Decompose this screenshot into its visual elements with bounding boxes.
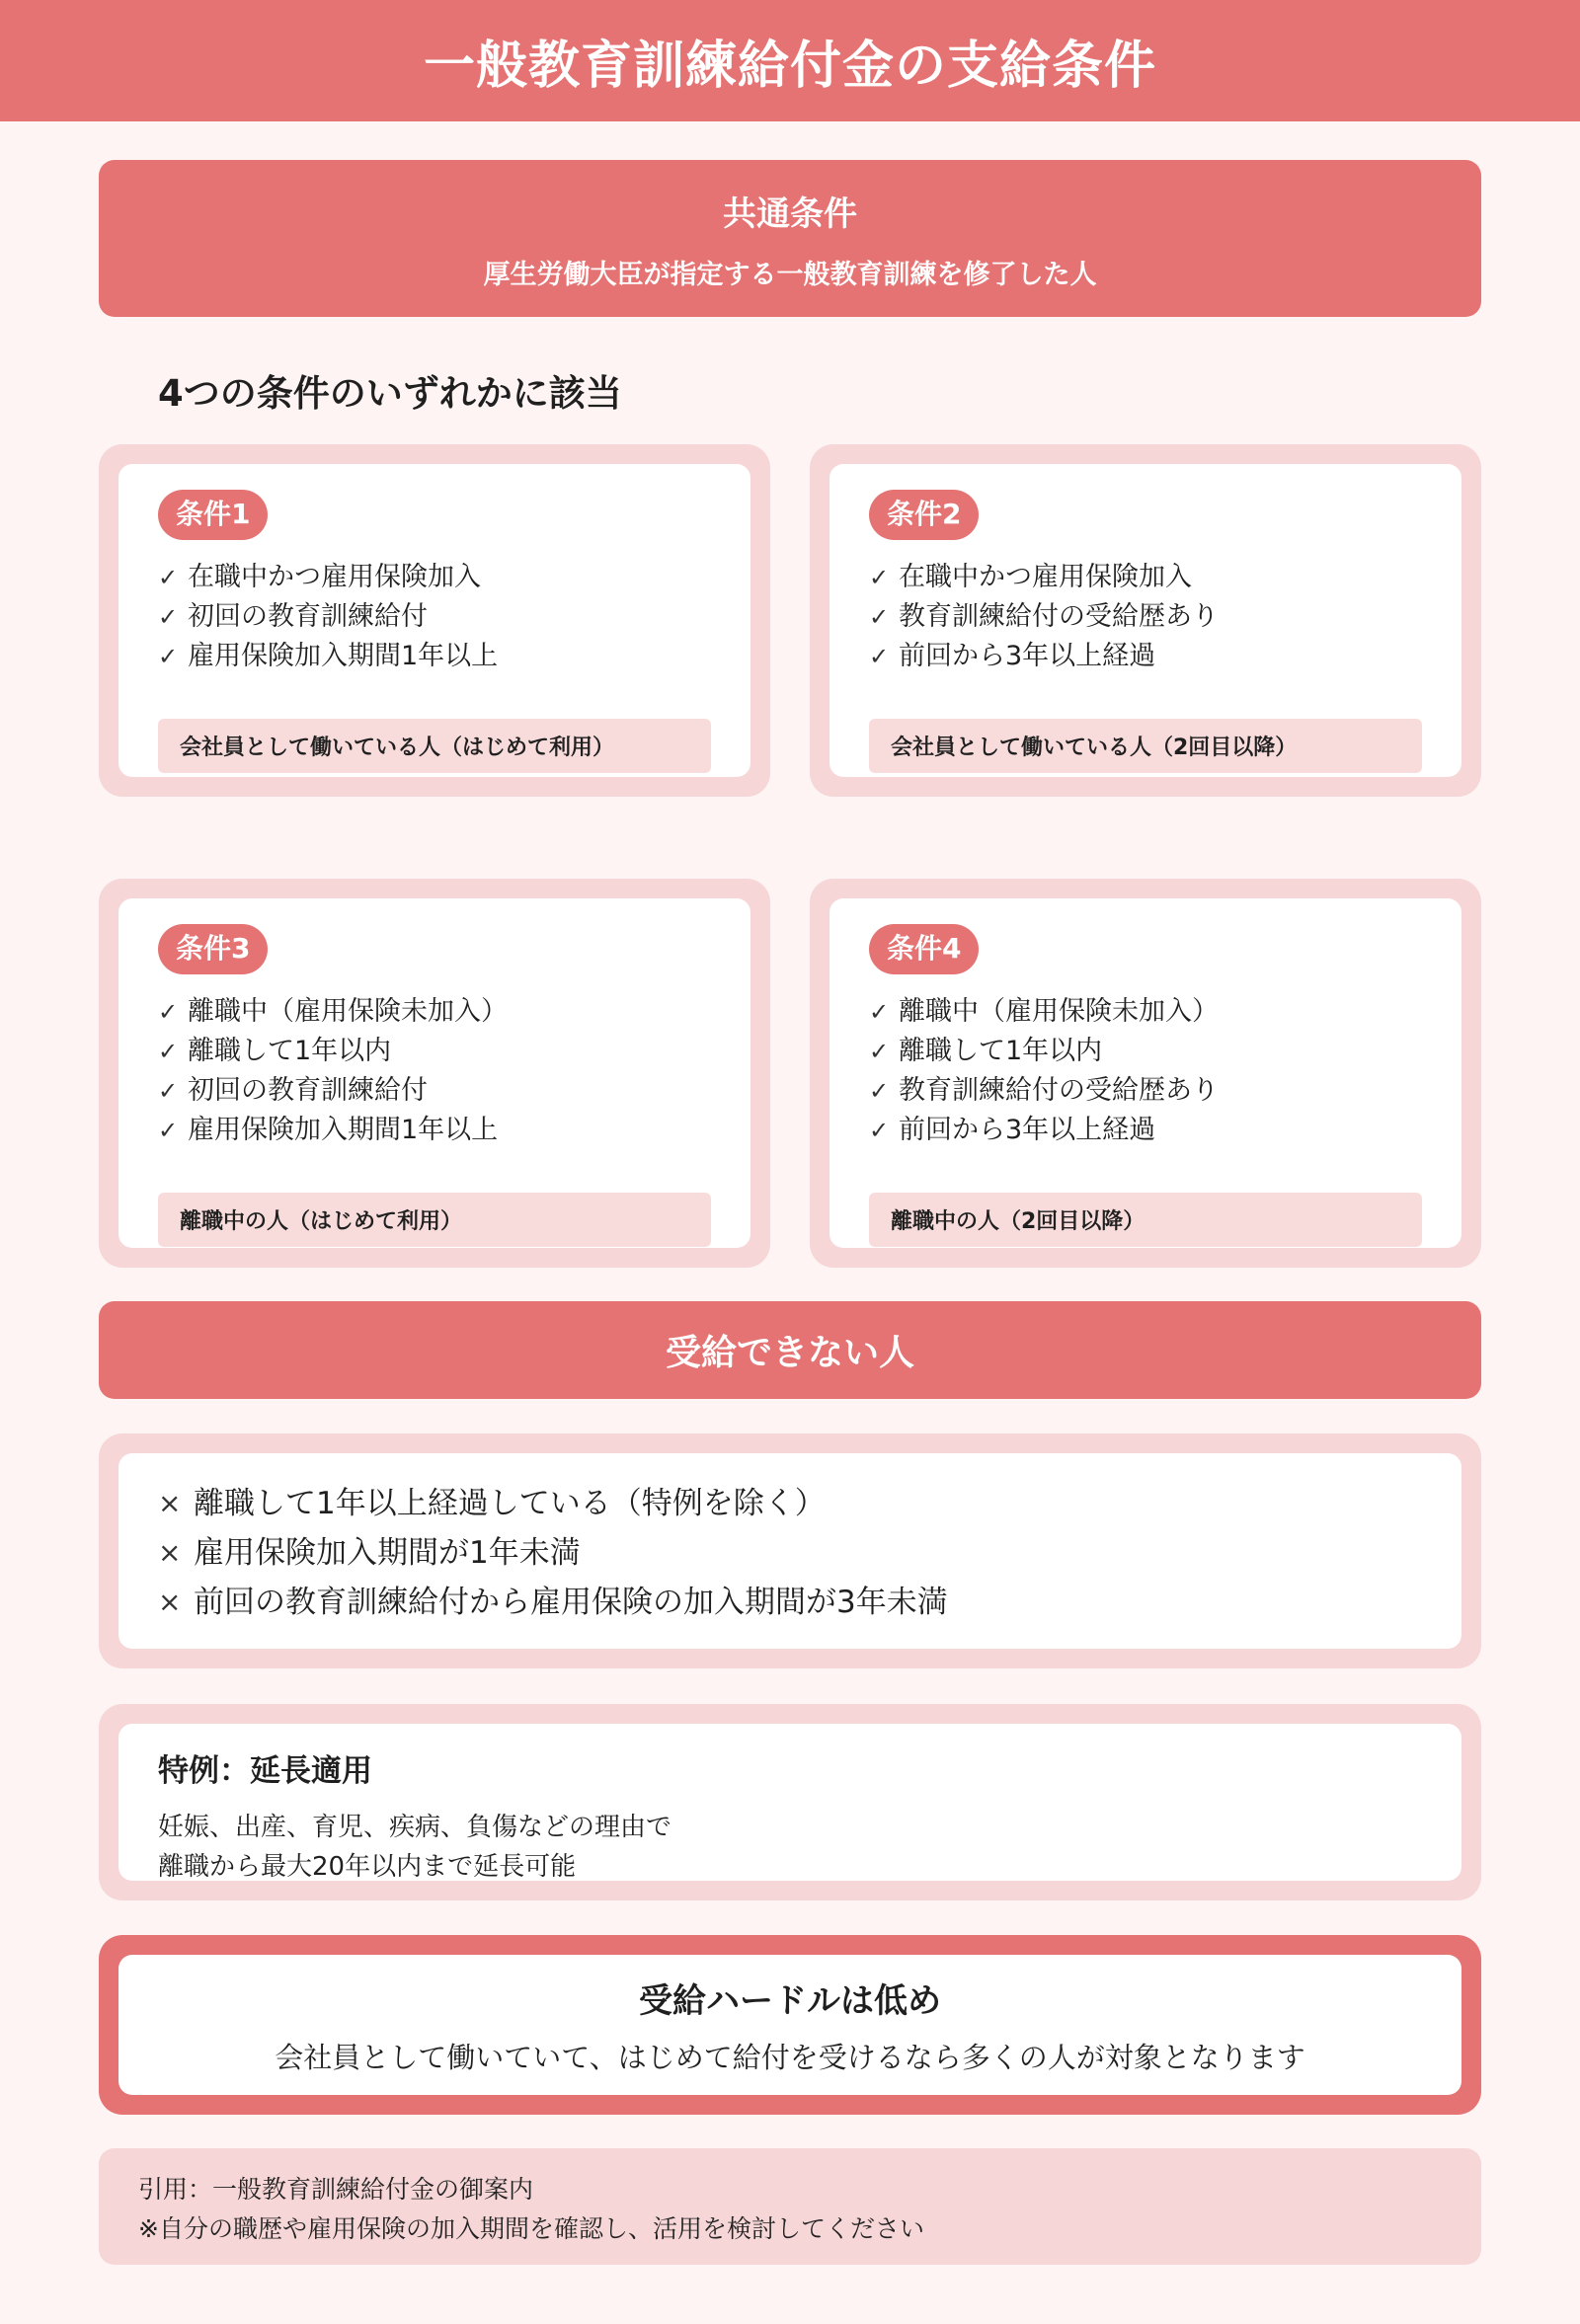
hurdle-title: 受給ハードルは低め [639, 1981, 941, 2021]
check-icon: ✓ [158, 563, 179, 591]
condition-card-3 [99, 879, 770, 1268]
check-icon: ✓ [158, 602, 179, 631]
list-item [158, 1528, 1422, 1578]
citation-panel [99, 2148, 1481, 2265]
list-item [158, 597, 711, 637]
condition-checklist [158, 992, 711, 1150]
condition-badge: 条件1 [158, 490, 268, 540]
list-item [158, 1071, 711, 1111]
cross-icon: × [158, 1487, 182, 1519]
list-item [869, 1111, 1422, 1150]
check-icon: ✓ [869, 997, 890, 1026]
page-header [0, 0, 1580, 121]
hurdle-text: 会社員として働いていて、はじめて給付を受けるなら多くの人が対象となります [275, 2041, 1305, 2074]
check-icon: ✓ [158, 1076, 179, 1105]
list-item [869, 1032, 1422, 1071]
list-item-text: 初回の教育訓練給付 [188, 600, 428, 632]
list-item-text: 前回の教育訓練給付から雇用保険の加入期間が3年未満 [194, 1585, 948, 1620]
condition-card-1 [99, 444, 770, 797]
condition-target-label: 離職中の人（はじめて利用） [158, 1193, 711, 1247]
list-item [869, 1071, 1422, 1111]
list-item [158, 1032, 711, 1071]
list-item-text: 離職して1年以内 [188, 1035, 392, 1066]
check-icon: ✓ [869, 642, 890, 670]
condition-checklist [869, 992, 1422, 1150]
ineligible-panel [99, 1433, 1481, 1668]
conditions-lead: 4つの条件のいずれかに該当 [158, 372, 622, 415]
list-item [158, 1578, 1422, 1627]
condition-badge: 条件4 [869, 924, 979, 974]
cross-icon: × [158, 1586, 182, 1618]
list-item-text: 在職中かつ雇用保険加入 [188, 561, 481, 592]
condition-checklist [158, 558, 711, 676]
list-item [869, 992, 1422, 1032]
list-item-text: 雇用保険加入期間1年以上 [188, 1114, 499, 1145]
check-icon: ✓ [158, 997, 179, 1026]
ineligible-title: 受給できない人 [99, 1301, 1481, 1399]
condition-card-4 [810, 879, 1481, 1268]
list-item-text: 離職中（雇用保険未加入） [188, 995, 508, 1027]
condition-badge: 条件2 [869, 490, 979, 540]
condition-target-label: 会社員として働いている人（はじめて利用） [158, 719, 711, 773]
condition-target-label: 離職中の人（2回目以降） [869, 1193, 1422, 1247]
common-conditions-panel [99, 160, 1481, 317]
special-case-line: 離職から最大20年以内まで延長可能 [158, 1852, 577, 1882]
check-icon: ✓ [869, 563, 890, 591]
common-conditions-text: 厚生労働大臣が指定する一般教育訓練を修了した人 [483, 259, 1097, 290]
list-item-text: 教育訓練給付の受給歴あり [899, 600, 1219, 632]
special-case-line: 妊娠、出産、育児、疾病、負傷などの理由で [158, 1813, 672, 1842]
common-conditions-title: 共通条件 [723, 194, 857, 234]
check-icon: ✓ [869, 602, 890, 631]
list-item [869, 637, 1422, 676]
list-item-text: 前回から3年以上経過 [899, 1114, 1156, 1145]
list-item [158, 1111, 711, 1150]
list-item-text: 離職して1年以上経過している（特例を除く） [194, 1486, 826, 1521]
check-icon: ✓ [869, 1116, 890, 1144]
ineligible-list [158, 1479, 1422, 1627]
list-item-text: 前回から3年以上経過 [899, 640, 1156, 671]
check-icon: ✓ [158, 1116, 179, 1144]
citation-source: 引用：一般教育訓練給付金の御案内 [138, 2175, 534, 2204]
list-item-text: 教育訓練給付の受給歴あり [899, 1074, 1219, 1106]
list-item-text: 雇用保険加入期間が1年未満 [194, 1535, 581, 1571]
list-item [869, 597, 1422, 637]
condition-target-label: 会社員として働いている人（2回目以降） [869, 719, 1422, 773]
special-case-panel [99, 1704, 1481, 1900]
list-item [158, 558, 711, 597]
list-item [158, 637, 711, 676]
check-icon: ✓ [869, 1076, 890, 1105]
list-item-text: 初回の教育訓練給付 [188, 1074, 428, 1106]
list-item-text: 離職して1年以内 [899, 1035, 1103, 1066]
condition-card-2 [810, 444, 1481, 797]
citation-note: ※自分の職歴や雇用保険の加入期間を確認し、活用を検討してください [138, 2214, 924, 2243]
hurdle-panel [99, 1935, 1481, 2115]
condition-badge: 条件3 [158, 924, 268, 974]
cross-icon: × [158, 1536, 182, 1569]
list-item [158, 992, 711, 1032]
check-icon: ✓ [158, 1037, 179, 1065]
list-item-text: 在職中かつ雇用保険加入 [899, 561, 1192, 592]
page-title: 一般教育訓練給付金の支給条件 [423, 37, 1156, 96]
list-item-text: 離職中（雇用保険未加入） [899, 995, 1219, 1027]
special-case-title: 特例：延長適用 [158, 1753, 372, 1789]
check-icon: ✓ [158, 642, 179, 670]
list-item-text: 雇用保険加入期間1年以上 [188, 640, 499, 671]
check-icon: ✓ [869, 1037, 890, 1065]
list-item [158, 1479, 1422, 1528]
condition-checklist [869, 558, 1422, 676]
list-item [869, 558, 1422, 597]
